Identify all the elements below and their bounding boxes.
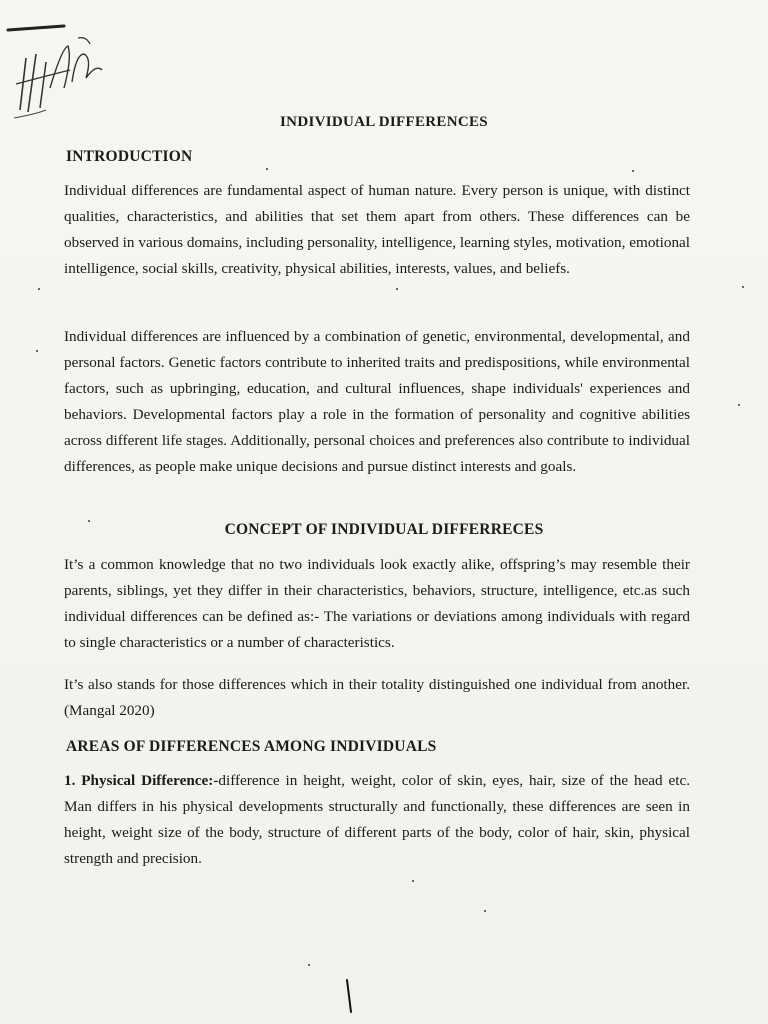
paper-speck xyxy=(36,350,38,352)
areas-heading: AREAS OF DIFFERENCES AMONG INDIVIDUALS xyxy=(66,738,437,755)
paper-speck xyxy=(742,286,744,288)
paper-speck xyxy=(412,880,414,882)
concept-paragraph-1: It’s a common knowledge that no two individuals look exactly alike, offspring’s may resemble their parents, siblings, yet they differ in their characteristics, behaviors, structure, intelligence, etc.as such individual differences can be defined as:- The variations or deviations among individuals with regard to single characteristics or a number of characteristics. xyxy=(64,556,690,651)
paper-speck xyxy=(38,288,40,290)
paper-speck xyxy=(632,170,634,172)
physical-difference-paragraph xyxy=(64,768,690,872)
handwritten-signature xyxy=(6,18,116,128)
intro-paragraph-1: Individual differences are fundamental aspect of human nature. Every person is unique, with distinct qualities, characteristics, and abilities that set them apart from others. These differences can be observed in various domains, including personality, intelligence, learning styles, motivation, emotional intelligence, social skills, creativity, physical abilities, interests, values, and beliefs. xyxy=(64,182,690,277)
paper-speck xyxy=(738,404,740,406)
paper-speck xyxy=(266,168,268,170)
paper-speck xyxy=(308,964,310,966)
paper-speck xyxy=(396,288,398,290)
intro-paragraph-2: Individual differences are influenced by a combination of genetic, environmental, developmental, and personal factors. Genetic factors contribute to inherited traits and predispositions, while environmental factors, such as upbringing, education, and cultural influences, shape individuals' experiences and behaviors. Developmental factors play a role in the formation of personality and cognitive abilities across different life stages. Additionally, personal choices and preferences also contribute to individual differences, as people make unique decisions and pursue distinct interests and goals. xyxy=(64,328,690,475)
paper-speck xyxy=(484,910,486,912)
physical-difference-text: -difference in height, weight, color of skin, eyes, hair, size of the head etc. Man differs in his physical developments structurally and functionally, these differences are seen in height, weight size of the body, structure of different parts of the body, color of hair, skin, physical strength and precision. xyxy=(64,772,690,867)
physical-difference-lead: 1. Physical Difference: xyxy=(64,772,214,789)
concept-paragraph-2: It’s also stands for those differences which in their totality distinguished one individual from another. (Mangal 2020) xyxy=(64,676,690,719)
concept-heading: CONCEPT OF INDIVIDUAL DIFFERRECES xyxy=(224,521,544,538)
pen-stroke-mark xyxy=(342,978,356,1014)
paper-speck xyxy=(88,520,90,522)
introduction-heading: INTRODUCTION xyxy=(66,148,193,165)
document-title: INDIVIDUAL DIFFERENCES xyxy=(280,114,488,130)
